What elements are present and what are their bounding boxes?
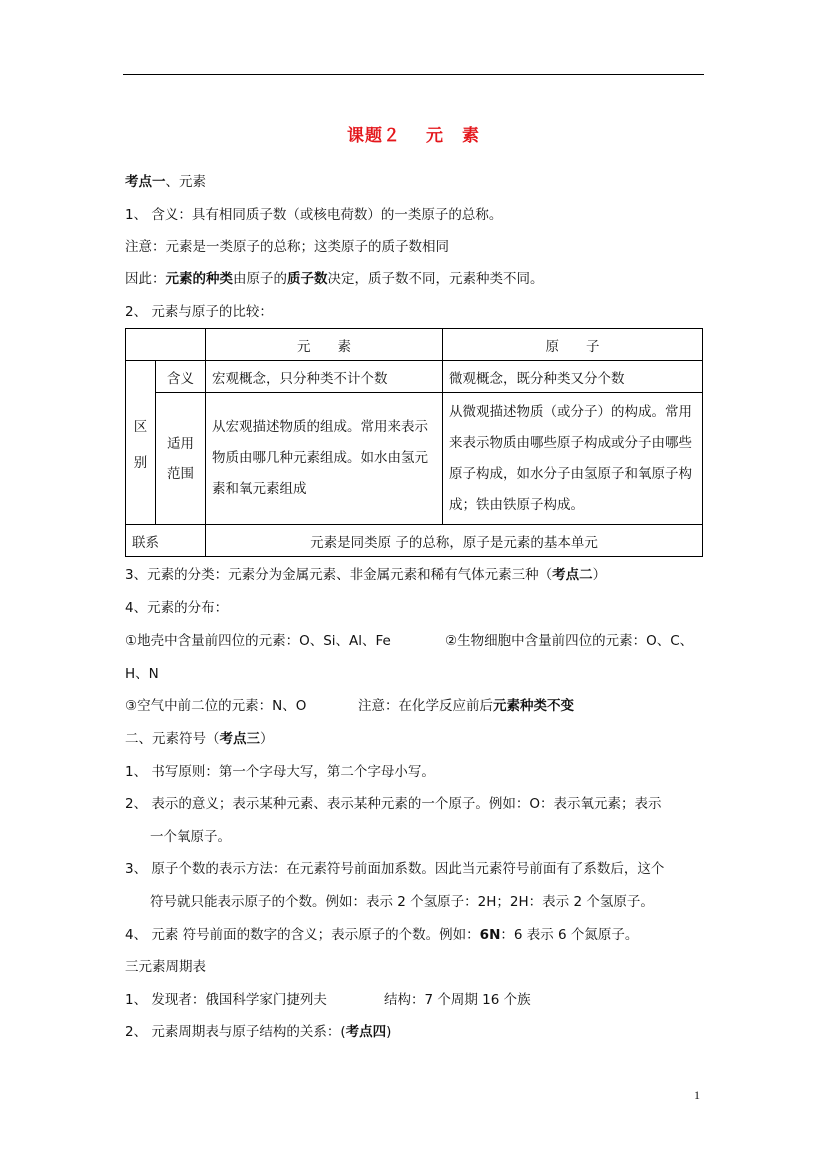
definition-line: 1、 含义：具有相同质子数（或核电荷数）的一类原子的总称。: [125, 207, 503, 223]
scope-label: 适用 范围: [156, 393, 206, 525]
header-rule: [123, 74, 704, 75]
relation-label: 联系: [126, 525, 206, 557]
page-title: 课题２ 元 素: [347, 126, 480, 146]
meaning-line-cont: 一个氧原子。: [150, 829, 231, 845]
discoverer-line: 1、 发现者：俄国科学家门捷列夫: [125, 992, 327, 1008]
diff-label: 区 别: [126, 361, 156, 525]
count-line: 3、 原子个数的表示方法：在元素符号前面加系数。因此当元素符号前面有了系数后，这个: [125, 861, 665, 877]
classification-line: 3、元素的分类：元素分为金属元素、非金属元素和稀有气体元素三种（考点二）: [125, 567, 607, 583]
reaction-note: 注意：在化学反应前后元素种类不变: [358, 698, 574, 714]
table-row-relation: [126, 525, 703, 557]
note-line: 注意：元素是一类原子的总称；这类原子的质子数相同: [125, 239, 449, 255]
meaning-atom: 微观概念，既分种类又分个数: [443, 361, 703, 393]
cell-elements-cont: H、N: [125, 666, 159, 682]
section-3-heading: 三元素周期表: [125, 959, 206, 975]
relation-text: 元素是同类原 子的总称，原子是元素的基本单元: [206, 525, 703, 557]
writing-rule: 1、 书写原则：第一个字母大写，第二个字母小写。: [125, 764, 435, 780]
meaning-line: 2、 表示的意义；表示某种元素、表示某种元素的一个原子。例如：O：表示氧元素；表示: [125, 796, 662, 812]
scope-atom: 从微观描述物质（或分子）的构成。常用来表示物质由哪些原子构成或分子由哪些原子构成，如水分子由氢原子和氧原子构成；铁由铁原子构成。: [443, 393, 703, 525]
air-elements: ③空气中前二位的元素：N、O: [125, 698, 307, 714]
meaning-element: 宏观概念，只分种类不计个数: [206, 361, 443, 393]
meaning-label: 含义: [156, 361, 206, 393]
number-meaning-line: 4、 元素 符号前面的数字的含义；表示原子的个数。例如：6N：6 表示 6 个氮原子。: [125, 927, 639, 943]
comparison-table: [125, 328, 703, 557]
table-header-row: [126, 329, 703, 361]
crust-elements: ①地壳中含量前四位的元素：O、Si、Al、Fe: [125, 633, 391, 649]
table-row-scope: [126, 393, 703, 525]
scope-element: 从宏观描述物质的组成。常用来表示物质由哪几种元素组成。如水由氢元素和氧元素组成: [206, 393, 443, 525]
header-element: 元 素: [206, 329, 443, 361]
section-1-heading: 考点一、元素: [125, 174, 206, 190]
cell-elements: ②生物细胞中含量前四位的元素：O、C、: [445, 633, 694, 649]
section-2-heading: 二、元素符号（考点三）: [125, 731, 274, 747]
table-corner-cell: [126, 329, 206, 361]
comparison-heading: 2、 元素与原子的比较：: [125, 304, 273, 320]
relation-heading: 2、 元素周期表与原子结构的关系：(考点四): [125, 1024, 392, 1040]
count-line-cont: 符号就只能表示原子的个数。例如：表示 2 个氢原子：2H；2H：表示 2 个氢原子。: [150, 894, 654, 910]
table-row-meaning: [126, 361, 703, 393]
distribution-heading: 4、元素的分布：: [125, 600, 229, 616]
page-number: 1: [694, 1088, 700, 1102]
therefore-line: 因此：元素的种类由原子的质子数决定，质子数不同，元素种类不同。: [125, 271, 544, 287]
structure-line: 结构：7 个周期 16 个族: [384, 992, 531, 1008]
header-atom: 原 子: [443, 329, 703, 361]
